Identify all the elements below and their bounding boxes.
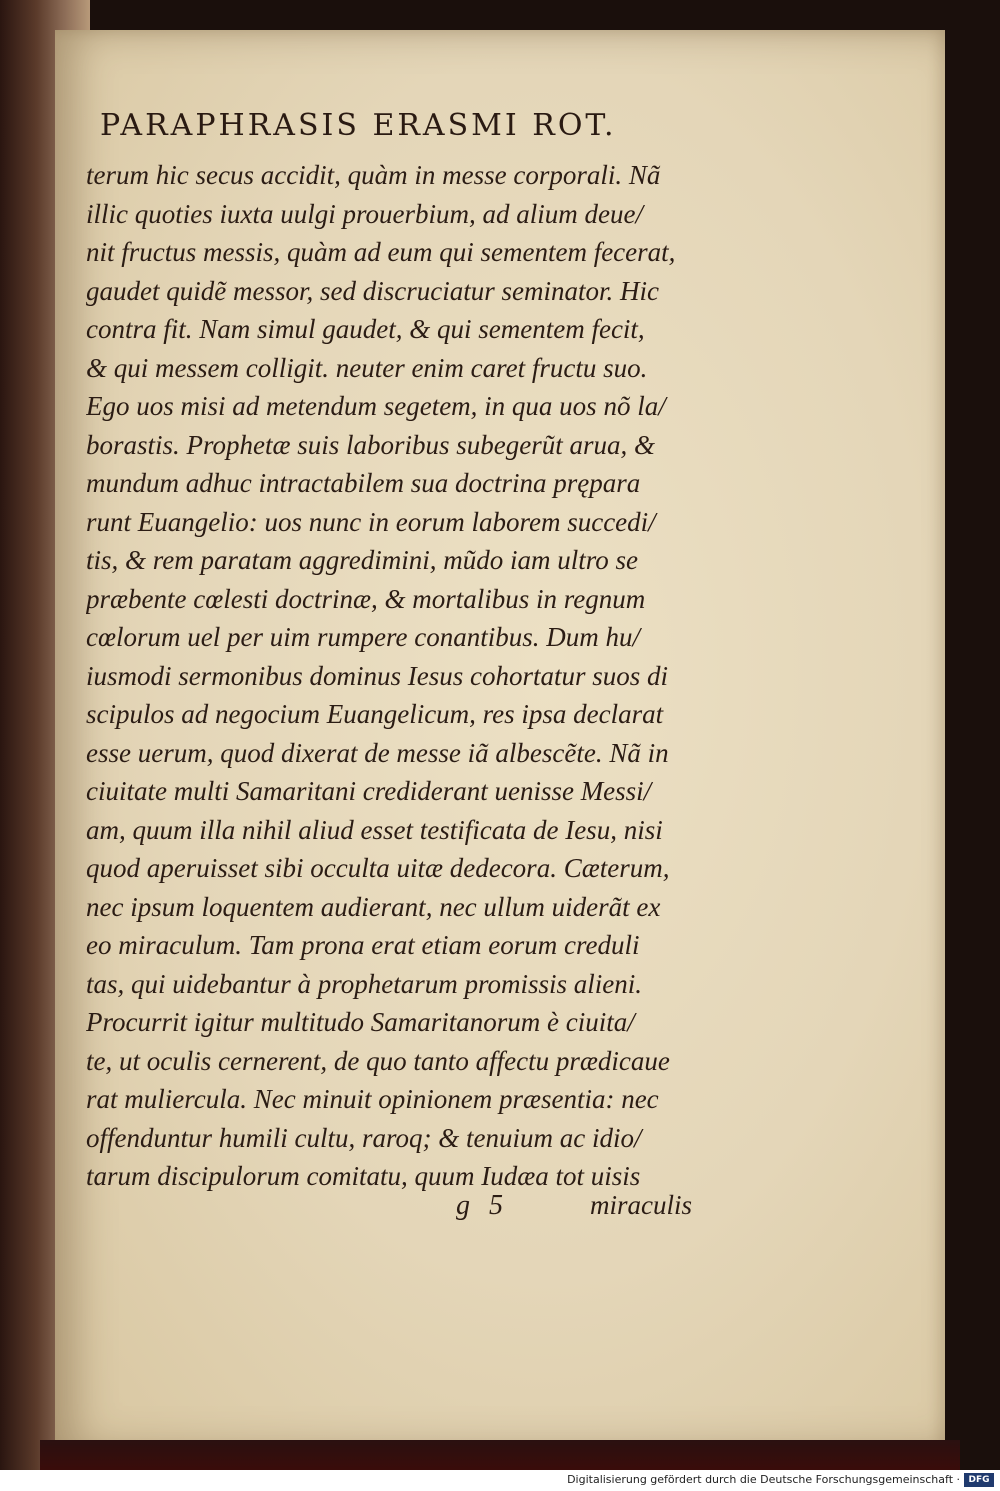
text-line: te, ut oculis cernerent, de quo tanto affectu prædicaue	[86, 1045, 670, 1076]
text-line: tis, & rem paratam aggredimini, mũdo iam ultro se	[86, 545, 638, 575]
text-line: Ego uos misi ad metendum segetem, in qua uos nõ la/	[86, 391, 666, 421]
text-line: Procurrit igitur multitudo Samaritanorum è ciuita/	[86, 1007, 635, 1037]
text-line: gaudet quidẽ messor, sed discruciatur seminator. Hic	[86, 275, 659, 306]
text-line: quod aperuisset sibi occulta uitæ dedecora. Cæterum,	[86, 853, 670, 883]
text-line: esse uerum, quod dixerat de messe iã albescẽte. Nã in	[86, 737, 669, 768]
text-line: am, quum illa nihil aliud esset testificata de Iesu, nisi	[86, 814, 663, 845]
text-line: illic quoties iuxta uulgi prouerbium, ad alium deue/	[86, 198, 643, 229]
text-line: offenduntur humili cultu, raroq; & tenuium ac idio/	[86, 1122, 642, 1153]
text-line: iusmodi sermonibus dominus Iesus cohortatur suos di	[86, 660, 669, 691]
text-line: nit fructus messis, quàm ad eum qui sementem fecerat,	[86, 237, 676, 267]
page-bottom-edge	[40, 1440, 960, 1470]
text-line: mundum adhuc intractabilem sua doctrina prępara	[86, 468, 641, 498]
text-line: cœlorum uel per uim rumpere conantibus. Dum hu/	[86, 622, 640, 652]
text-line: borastis. Prophetæ suis laboribus subegerũt arua, &	[86, 429, 656, 460]
text-line: tarum discipulorum comitatu, quum Iudæa tot uisis	[86, 1161, 641, 1191]
text-line: præbente cœlesti doctrinæ, & mortalibus in regnum	[86, 583, 646, 614]
body-text	[86, 156, 711, 1196]
text-line: scipulos ad negocium Euangelicum, res ipsa declarat	[86, 699, 664, 729]
text-line: terum hic secus accidit, quàm in messe corporali. Nã	[86, 160, 661, 190]
text-line: tas, qui uidebantur à prophetarum promissis alieni.	[86, 968, 643, 999]
text-line: contra fit. Nam simul gaudet, & qui sementem fecit,	[86, 314, 645, 344]
funding-credit: Digitalisierung gefördert durch die Deutsche Forschungsgemeinschaft ·	[567, 1473, 960, 1486]
catchword: miraculis	[590, 1190, 693, 1220]
footer-bar	[0, 1470, 1000, 1491]
text-line: eo miraculum. Tam prona erat etiam eorum creduli	[86, 930, 640, 960]
text-line: nec ipsum loquentem audierant, nec ullum uiderãt ex	[86, 891, 661, 922]
dfg-logo: DFG	[964, 1473, 994, 1487]
text-line: ciuitate multi Samaritani crediderant uenisse Messi/	[86, 776, 652, 806]
text-line: runt Euangelio: uos nunc in eorum laborem succedi/	[86, 506, 656, 537]
text-line: & qui messem colligit. neuter enim caret fructu suo.	[86, 352, 648, 383]
signature-mark: g 5	[456, 1190, 509, 1221]
text-line: rat muliercula. Nec minuit opinionem præsentia: nec	[86, 1084, 659, 1114]
running-head: PARAPHRASIS ERASMI ROT.	[100, 108, 617, 143]
